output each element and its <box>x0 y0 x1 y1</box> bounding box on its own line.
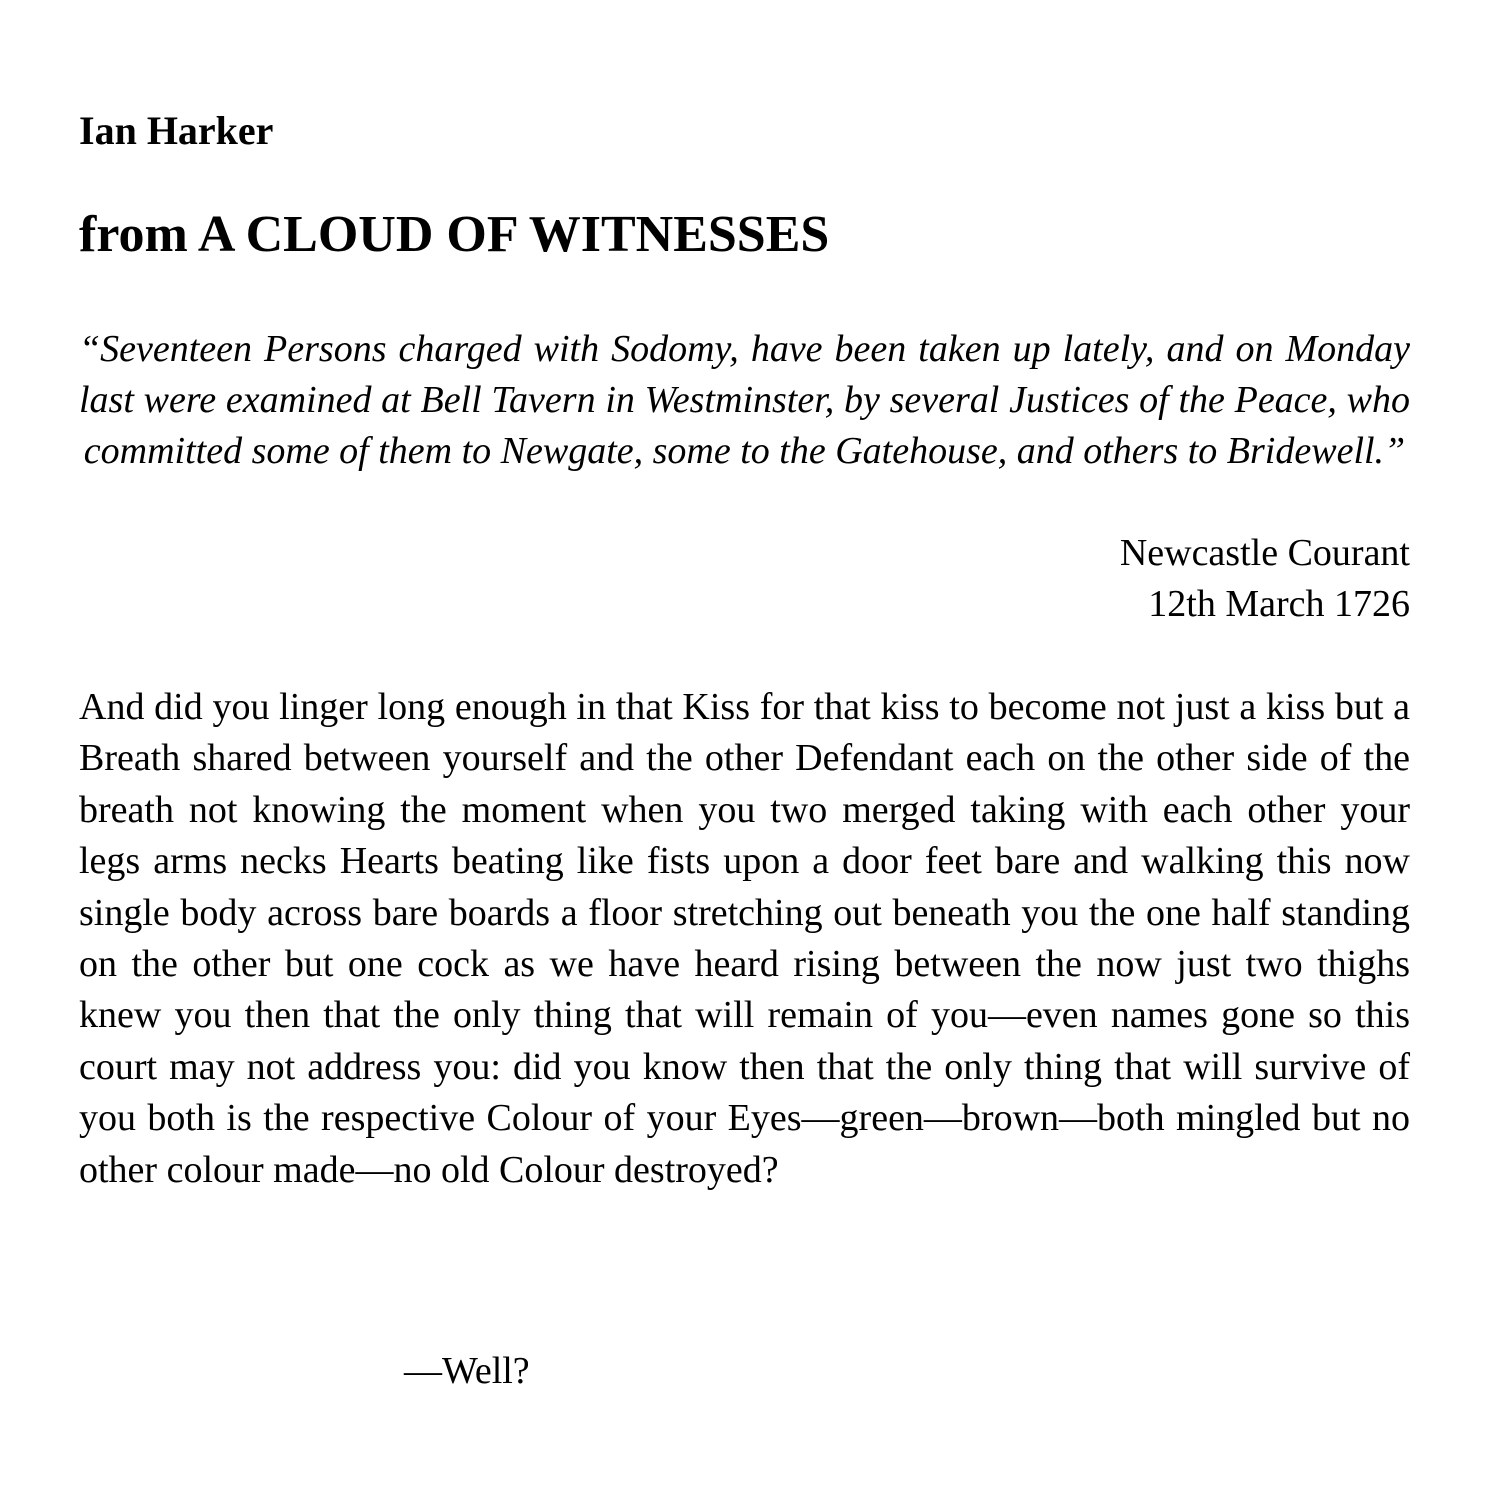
source-date: 12th March 1726 <box>1148 583 1410 625</box>
source-name: Newcastle Courant <box>1119 532 1410 574</box>
epigraph-quote: “Seventeen Persons charged with Sodomy, have been taken up lately, and on Monday last were examined at Bell Tavern in Westminster, by several Justices of the Peace, who committed some of them to Newgate, some to the Gatehouse, and others to Bridewell.” <box>79 328 1410 472</box>
poem-coda: —Well? <box>404 1350 530 1392</box>
poem-body: And did you linger long enough in that Kiss for that kiss to become not just a kiss but a Breath shared between yourself and the other Defendant each on the other side of the breath not knowing the moment when you two merged taking with each other your legs arms necks Hearts beating like fists upon a door feet bare and walking this now single body across bare boards a floor stretching out beneath you the one half standing on the other but one cock as we have heard rising between the now just two thighs knew you then that the only thing that will remain of you—even names gone so this court may not address you: did you know then that the only thing that will survive of you both is the respective Colour of your Eyes—green—brown—both mingled but no other colour made—no old Colour destroyed? <box>79 686 1410 1191</box>
epigraph-source <box>1120 528 1410 630</box>
author-name: Ian Harker <box>79 108 274 153</box>
poem-title: from A CLOUD OF WITNESSES <box>79 206 830 263</box>
